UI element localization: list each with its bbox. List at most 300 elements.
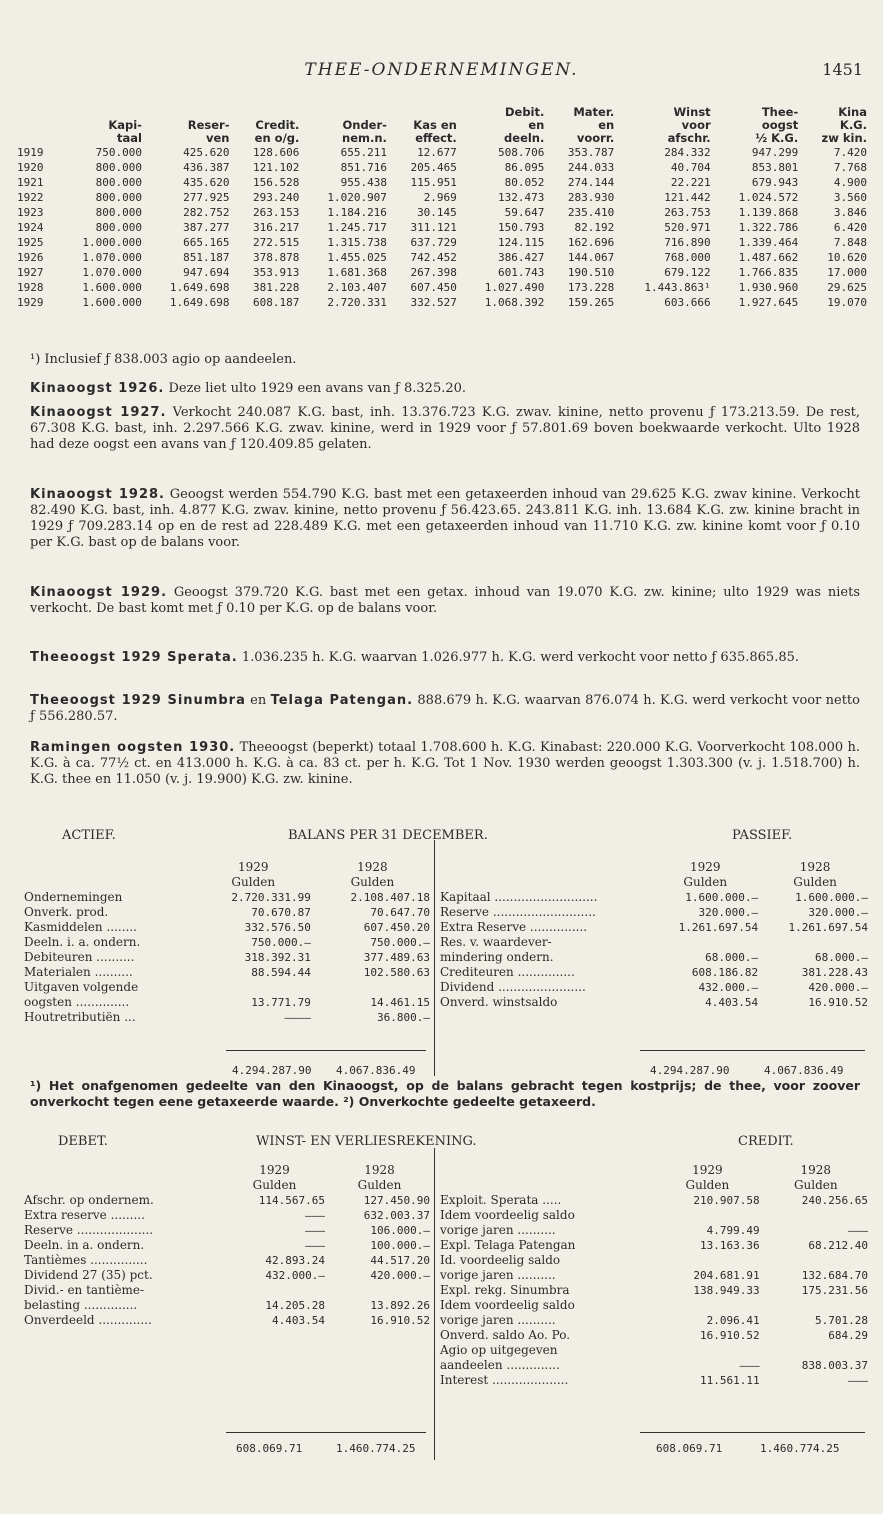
ledger-amount: 750.000.—	[370, 936, 430, 949]
ledger-amount	[194, 980, 313, 995]
table-cell: 19.070	[827, 296, 867, 309]
table-cell: 742.452	[410, 251, 457, 264]
ledger-amount: ————	[284, 1011, 311, 1024]
pl-title: WINST- EN VERLIESREKENING.	[256, 1134, 477, 1149]
ledger-label: Expl. rekg. Sinumbra	[440, 1283, 570, 1297]
table-cell: 508.706	[498, 146, 545, 159]
ledger-amount	[762, 1298, 870, 1313]
ledger-amount: 132.684.70	[801, 1269, 868, 1282]
table-cell: 128.606	[253, 146, 300, 159]
table-cell: 4.900	[833, 176, 867, 189]
ledger-amount: 320.000.—	[808, 906, 868, 919]
ledger-row	[438, 950, 870, 965]
table-cell: 1.766.835	[738, 266, 799, 279]
ledger-row	[438, 1193, 870, 1208]
unit-header: Gulden	[685, 1178, 730, 1192]
ledger-amount: 2.108.407.18	[350, 891, 430, 904]
ledger-label: Kapitaal ...........................	[440, 890, 598, 904]
table-cell: 293.240	[253, 191, 300, 204]
ledger-label: Afschr. op ondernem.	[24, 1193, 154, 1207]
table-cell: 267.398	[410, 266, 457, 279]
ledger-amount: 1.600.000.—	[795, 891, 868, 904]
table-cell: 1.139.868	[738, 206, 799, 219]
table-cell: 800.000	[95, 191, 142, 204]
unit-header: Gulden	[793, 875, 837, 889]
debet-heading: DEBET.	[58, 1134, 108, 1149]
year-header: 1928	[799, 860, 831, 874]
table-cell: 353.913	[253, 266, 300, 279]
table-cell: 10.620	[827, 251, 867, 264]
ledger-row	[438, 995, 870, 1010]
report-paragraph	[30, 585, 860, 617]
table-cell: 716.890	[664, 236, 711, 249]
debit-table	[22, 1163, 432, 1328]
ledger-label: Onverd. saldo Ao. Po.	[440, 1328, 571, 1342]
ledger-label: Dividend 27 (35) pct.	[24, 1268, 153, 1282]
ledger-row	[22, 1268, 432, 1283]
ledger-amount: 13.771.79	[251, 996, 311, 1009]
ledger-label: Onverk. prod.	[24, 905, 109, 919]
ledger-label: Deeln. i. a. ondern.	[24, 935, 141, 949]
ledger-amount	[760, 935, 870, 950]
paragraph-heading: Kinaoogst 1929.	[30, 585, 168, 600]
ledger-amount	[313, 980, 432, 995]
table-cell: 144.067	[567, 251, 615, 264]
table-cell: 800.000	[95, 206, 142, 219]
table-row	[14, 235, 870, 250]
ledger-row	[22, 1193, 432, 1208]
ledger-label: Reserve ....................	[24, 1223, 154, 1237]
table-cell: 800.000	[95, 161, 142, 174]
ledger-row	[438, 1373, 870, 1388]
ledger-amount: 175.231.56	[801, 1284, 868, 1297]
ledger-label: Materialen ..........	[24, 965, 133, 979]
balance-title: BALANS PER 31 DECEMBER.	[288, 828, 488, 843]
ledger-amount: 4.403.54	[705, 996, 759, 1009]
ledger-amount	[653, 1343, 761, 1358]
table-cell: 7.848	[833, 236, 867, 249]
ledger-amount: 100.000.—	[370, 1239, 430, 1252]
table-cell: 608.187	[253, 296, 300, 309]
ledger-amount: 36.800.—	[377, 1011, 430, 1024]
ledger-amount: 420.000.—	[370, 1269, 430, 1282]
ledger-label: belasting ..............	[24, 1298, 138, 1312]
unit-header: Gulden	[231, 875, 276, 889]
year-header: 1929	[237, 860, 269, 874]
paragraph-heading: Theeoogst 1929 Sinumbra	[30, 693, 246, 708]
table-cell: 1.024.572	[738, 191, 799, 204]
table-row	[14, 175, 870, 190]
table-cell: 750.000	[95, 146, 142, 159]
table-row	[14, 190, 870, 205]
column-header: Onder- nem.n.	[342, 118, 387, 145]
year-cell: 1926	[17, 251, 44, 264]
ledger-amount: 318.392.31	[244, 951, 311, 964]
table-cell: 800.000	[95, 221, 142, 234]
table-cell: 1.649.698	[169, 296, 230, 309]
ledger-row	[438, 1298, 870, 1313]
debit-total-1929: 608.069.71	[236, 1442, 303, 1455]
column-header	[14, 106, 57, 145]
ledger-amount: 44.517.20	[370, 1254, 430, 1267]
table-cell: 40.704	[670, 161, 711, 174]
paragraph-text: 888.679 h. K.G. waarvan 876.074 h. K.G. werd verkocht voor netto ƒ 556.280.57.	[30, 693, 860, 724]
ledger-label: Idem voordeelig saldo	[440, 1298, 575, 1312]
paragraph-text: Geoogst werden 554.790 K.G. bast met een getaxeerden inhoud van 29.625 K.G. zwav kinine. Verkocht 82.490 K.G. bast, inh. 4.877 K.G. zwav. kinine, netto provenu ƒ 56.423.65. 243.811 K.G. inh. 13.684 K.G. zw. kinine bracht in 1929 ƒ 709.283.14 op en de rest ad 228.489 K.G. met een getaxeerden inhoud van 11.710 K.G. zw. kinine komt voor ƒ 0.10 per K.G. bast op de balans voor.	[30, 487, 860, 550]
ledger-label: Reserve ...........................	[440, 905, 596, 919]
ledger-amount: 13.892.26	[370, 1299, 430, 1312]
table-cell: 159.265	[567, 296, 615, 309]
ledger-row	[22, 1283, 432, 1298]
ledger-amount	[222, 1283, 327, 1298]
page-number: 1451	[822, 60, 863, 79]
ledger-row	[438, 965, 870, 980]
ledger-amount: ———	[305, 1239, 325, 1252]
ledger-row	[22, 1313, 432, 1328]
ledger-label: Kasmiddelen ........	[24, 920, 137, 934]
debit-total-rule	[226, 1432, 426, 1433]
ledger-amount: 16.910.52	[699, 1329, 760, 1342]
ledger-amount: 42.893.24	[265, 1254, 325, 1267]
ledger-label: Res. v. waardever-	[440, 935, 552, 949]
table-cell: 274.144	[567, 176, 615, 189]
ledger-row	[22, 1223, 432, 1238]
ledger-label: Extra reserve .........	[24, 1208, 145, 1222]
table-cell: 378.878	[253, 251, 300, 264]
ledger-row	[438, 1223, 870, 1238]
ledger-label: Ondernemingen	[24, 890, 123, 904]
table-cell: 1.455.025	[327, 251, 387, 264]
table-cell: 22.221	[670, 176, 711, 189]
year-cell: 1922	[17, 191, 44, 204]
column-header: Kapi- taal	[108, 118, 142, 145]
table-cell: 282.752	[183, 206, 230, 219]
ledger-label: Debiteuren ..........	[24, 950, 135, 964]
ledger-amount: 114.567.65	[258, 1194, 325, 1207]
ledger-label: Onverdeeld ..............	[24, 1313, 152, 1327]
paragraph-text: Theeoogst (beperkt) totaal 1.708.600 h. K.G. Kinabast: 220.000 K.G. Voorverkocht 108.000 h. K.G. à ca. 77½ ct. en 413.000 h. K.G. à ca. 83 ct. per h. K.G. Tot 1 Nov. 1930 werden geoogst 1.303.300 (v. j. 1.518.700) h. K.G. thee en 11.050 (v. j. 19.900) K.G. zw. kinine.	[30, 740, 860, 787]
ledger-row	[438, 920, 870, 935]
paragraph-heading: Theeoogst 1929 Sperata.	[30, 650, 238, 665]
table-cell: 263.153	[253, 206, 300, 219]
table-cell: 436.387	[183, 161, 230, 174]
ledger-amount: 5.701.28	[815, 1314, 868, 1327]
year-cell: 1925	[17, 236, 44, 249]
paragraph-text: 1.036.235 h. K.G. waarvan 1.026.977 h. K.G. werd verkocht voor netto ƒ 635.865.85.	[237, 650, 799, 665]
page-title: THEE-ONDERNEMINGEN.	[304, 60, 579, 80]
ledger-amount: ———	[739, 1359, 760, 1372]
table-cell: 29.625	[827, 281, 867, 294]
ledger-label: vorige jaren ..........	[440, 1223, 556, 1237]
table-cell: 59.647	[504, 206, 545, 219]
table-cell: 235.410	[567, 206, 615, 219]
year-cell: 1919	[17, 146, 44, 159]
ledger-row	[438, 1343, 870, 1358]
ledger-amount	[327, 1283, 432, 1298]
paragraph-heading: Kinaoogst 1927.	[30, 405, 167, 420]
paragraph-heading: Kinaoogst 1928.	[30, 487, 165, 502]
ledger-amount: 4.799.49	[706, 1224, 760, 1237]
ledger-amount: 204.681.91	[693, 1269, 760, 1282]
ledger-amount: 838.003.37	[801, 1359, 868, 1372]
paragraph-heading: Ramingen oogsten 1930.	[30, 740, 236, 755]
paragraph-text: Geoogst 379.720 K.G. bast met een getax. inhoud van 19.070 K.G. zw. kinine; ulto 1929 was niets verkocht. De bast komt met ƒ 0.10 per K.G. op de balans voor.	[30, 585, 861, 616]
ledger-amount: ———	[848, 1224, 868, 1237]
ledger-amount: 632.003.37	[363, 1209, 430, 1222]
ledger-amount: 377.489.63	[363, 951, 430, 964]
credit-table	[438, 1163, 870, 1388]
table-cell: 244.033	[567, 161, 615, 174]
ledger-amount: 1.261.697.54	[788, 921, 868, 934]
table-cell: 17.000	[827, 266, 867, 279]
report-paragraph	[30, 740, 860, 788]
ledger-amount: 102.580.63	[363, 966, 430, 979]
assets-total-rule	[226, 1050, 426, 1051]
table-cell: 435.620	[183, 176, 230, 189]
table-cell: 637.729	[410, 236, 457, 249]
table-cell: 173.228	[567, 281, 615, 294]
ledger-amount	[762, 1253, 870, 1268]
table-cell: 386.427	[498, 251, 545, 264]
table-cell: 679.122	[664, 266, 711, 279]
ledger-label: oogsten ..............	[24, 995, 130, 1009]
table-cell: 1.184.216	[327, 206, 387, 219]
table-cell: 1.600.000	[82, 296, 142, 309]
ledger-amount: ———	[848, 1374, 868, 1387]
table-cell: 1.339.464	[738, 236, 799, 249]
table-cell: 1.930.960	[738, 281, 799, 294]
table-cell: 1.070.000	[82, 266, 142, 279]
paragraph-connector: en	[245, 693, 271, 708]
liabilities-table	[438, 860, 870, 1010]
table-cell: 205.465	[410, 161, 457, 174]
column-header: Credit. en o/g.	[254, 118, 300, 145]
ledger-amount: 68.000.—	[705, 951, 759, 964]
table-cell: 121.102	[253, 161, 300, 174]
liab-total-1928: 4.067.836.49	[764, 1064, 844, 1077]
table-cell: 284.332	[664, 146, 711, 159]
ledger-row	[22, 995, 432, 1010]
ledger-amount	[762, 1208, 870, 1223]
pl-divider	[434, 1148, 435, 1460]
table-row	[14, 205, 870, 220]
ledger-amount: 608.186.82	[691, 966, 759, 979]
table-cell: 520.971	[664, 221, 711, 234]
ledger-row	[22, 1010, 432, 1025]
passief-heading: PASSIEF.	[732, 828, 793, 843]
report-paragraph	[30, 405, 860, 453]
unit-header: Gulden	[357, 1178, 402, 1192]
ledger-row	[22, 920, 432, 935]
ledger-row	[22, 1208, 432, 1223]
year-cell: 1924	[17, 221, 44, 234]
table-cell: 3.846	[833, 206, 867, 219]
ledger-row	[438, 1358, 870, 1373]
ledger-label: Id. voordeelig saldo	[440, 1253, 561, 1267]
table-cell: 30.145	[417, 206, 457, 219]
column-header: Winst voor afschr.	[667, 105, 711, 145]
table-cell: 6.420	[833, 221, 867, 234]
credit-heading: CREDIT.	[738, 1134, 794, 1149]
ledger-amount: 432.000.—	[698, 981, 759, 994]
ledger-amount: 127.450.90	[363, 1194, 430, 1207]
table-cell: 947.299	[751, 146, 799, 159]
ledger-label: Exploit. Sperata .....	[440, 1193, 562, 1207]
year-cell: 1927	[17, 266, 44, 279]
ledger-label: Deeln. in a. ondern.	[24, 1238, 145, 1252]
credit-total-rule	[640, 1432, 865, 1433]
table-row	[14, 265, 870, 280]
ledger-label: Dividend .......................	[440, 980, 586, 994]
ledger-label: aandeelen ..............	[440, 1358, 560, 1372]
table-cell: 768.000	[664, 251, 711, 264]
ledger-label: mindering ondern.	[440, 950, 554, 964]
table-row	[14, 280, 870, 295]
table-cell: 381.228	[253, 281, 300, 294]
table-cell: 162.696	[567, 236, 615, 249]
table-cell: 800.000	[95, 176, 142, 189]
assets-table	[22, 860, 432, 1025]
ledger-label: Tantièmes ...............	[24, 1253, 148, 1267]
table-cell: 1.068.392	[484, 296, 545, 309]
column-header: Kas en effect.	[413, 118, 457, 145]
year-header: 1929	[692, 1163, 723, 1177]
table-cell: 86.095	[504, 161, 545, 174]
ledger-row	[438, 1208, 870, 1223]
ledger-amount: ———	[305, 1209, 325, 1222]
ledger-row	[438, 935, 870, 950]
ledger-amount: 70.670.87	[251, 906, 311, 919]
table-cell: 124.115	[498, 236, 545, 249]
ledger-amount: 607.450.20	[363, 921, 430, 934]
report-paragraph	[30, 693, 860, 725]
ledger-amount: ———	[305, 1224, 325, 1237]
table-cell: 316.217	[253, 221, 300, 234]
table-cell: 947.694	[183, 266, 230, 279]
table-cell: 851.716	[340, 161, 387, 174]
ledger-amount: 420.000.—	[808, 981, 868, 994]
ledger-amount	[653, 1253, 761, 1268]
table-cell: 1.487.662	[738, 251, 799, 264]
ledger-row	[22, 1253, 432, 1268]
ledger-amount: 1.261.697.54	[678, 921, 759, 934]
ledger-amount: 138.949.33	[693, 1284, 760, 1297]
report-paragraph	[30, 381, 860, 397]
column-header: Debit. en deeln.	[504, 105, 545, 145]
unit-header: Gulden	[252, 1178, 297, 1192]
column-header: Thee- oogst ½ K.G.	[755, 105, 799, 145]
ledger-row	[438, 1268, 870, 1283]
ledger-row	[22, 965, 432, 980]
table-cell: 1.315.738	[327, 236, 387, 249]
table-cell: 1.070.000	[82, 251, 142, 264]
paragraph-heading: Telaga Patengan.	[270, 693, 414, 708]
ledger-label: Agio op uitgegeven	[440, 1343, 558, 1357]
ledger-label: Idem voordeelig saldo	[440, 1208, 575, 1222]
table-cell: 603.666	[664, 296, 711, 309]
assets-total-1929: 4.294.287.90	[232, 1064, 312, 1077]
table-cell: 2.720.331	[327, 296, 387, 309]
ledger-label: Divid.- en tantième-	[24, 1283, 145, 1297]
ledger-amount: 70.647.70	[370, 906, 430, 919]
balance-footnote: ¹) Het onafgenomen gedeelte van den Kinaoogst, op de balans gebracht tegen kostprijs; de thee, voor zoover onverkocht tegen eene getaxeerde waarde. ²) Onverkochte gedeelte getaxeerd.	[30, 1078, 860, 1109]
year-cell: 1928	[17, 281, 44, 294]
table-cell: 132.473	[498, 191, 545, 204]
ledger-row	[438, 1238, 870, 1253]
table-cell: 655.211	[340, 146, 387, 159]
report-paragraph	[30, 650, 860, 666]
ledger-row	[22, 980, 432, 995]
table-cell: 2.969	[423, 191, 457, 204]
ledger-label: Houtretributiën ...	[24, 1010, 136, 1024]
ledger-amount: 320.000.—	[698, 906, 759, 919]
table-cell: 387.277	[183, 221, 230, 234]
table-cell: 1.443.863¹	[644, 281, 711, 294]
ledger-amount: 240.256.65	[801, 1194, 868, 1207]
ledger-amount: 106.000.—	[370, 1224, 430, 1237]
ledger-amount: 684.29	[828, 1329, 868, 1342]
table-cell: 2.103.407	[327, 281, 387, 294]
assets-total-1928: 4.067.836.49	[336, 1064, 416, 1077]
ledger-amount: 210.907.58	[693, 1194, 760, 1207]
credit-total-1929: 608.069.71	[656, 1442, 723, 1455]
table-cell: 7.420	[833, 146, 867, 159]
ledger-amount: 88.594.44	[251, 966, 311, 979]
column-header: Mater. en voorr.	[573, 105, 615, 145]
table-row	[14, 160, 870, 175]
ledger-amount: 14.461.15	[370, 996, 430, 1009]
ledger-row	[22, 935, 432, 950]
year-header: 1929	[259, 1163, 290, 1177]
ledger-label: Uitgaven volgende	[24, 980, 139, 994]
table-cell: 1.020.907	[327, 191, 387, 204]
ledger-row	[22, 950, 432, 965]
unit-header: Gulden	[793, 1178, 838, 1192]
table-cell: 853.801	[751, 161, 799, 174]
unit-header: Gulden	[683, 875, 728, 889]
ledger-row	[22, 1238, 432, 1253]
ledger-amount: 16.910.52	[370, 1314, 430, 1327]
ledger-amount: 750.000.—	[251, 936, 311, 949]
ledger-amount: 13.163.36	[699, 1239, 760, 1252]
table-cell: 80.052	[504, 176, 545, 189]
table-row	[14, 295, 870, 310]
table-cell: 1.027.490	[484, 281, 545, 294]
table-cell: 332.527	[410, 296, 457, 309]
table-footnote: ¹) Inclusief ƒ 838.003 agio op aandeelen.	[30, 352, 297, 367]
ledger-amount: 2.096.41	[706, 1314, 760, 1327]
ledger-amount: 16.910.52	[808, 996, 868, 1009]
year-header: 1928	[800, 1163, 832, 1177]
ledger-label: Extra Reserve ...............	[440, 920, 588, 934]
ledger-row	[438, 1328, 870, 1343]
column-header: Reser- ven	[187, 118, 230, 145]
year-cell: 1929	[17, 296, 44, 309]
table-cell: 601.743	[498, 266, 545, 279]
kina-summary-table	[14, 106, 870, 310]
liab-total-rule	[640, 1050, 865, 1051]
ledger-amount: 14.205.28	[265, 1299, 325, 1312]
table-cell: 955.438	[340, 176, 387, 189]
ledger-label: vorige jaren ..........	[440, 1268, 556, 1282]
ledger-label: vorige jaren ..........	[440, 1313, 556, 1327]
year-cell: 1923	[17, 206, 44, 219]
table-cell: 425.620	[183, 146, 230, 159]
ledger-row	[438, 1283, 870, 1298]
ledger-amount: 11.561.11	[699, 1374, 760, 1387]
year-cell: 1920	[17, 161, 44, 174]
table-cell: 190.510	[567, 266, 615, 279]
